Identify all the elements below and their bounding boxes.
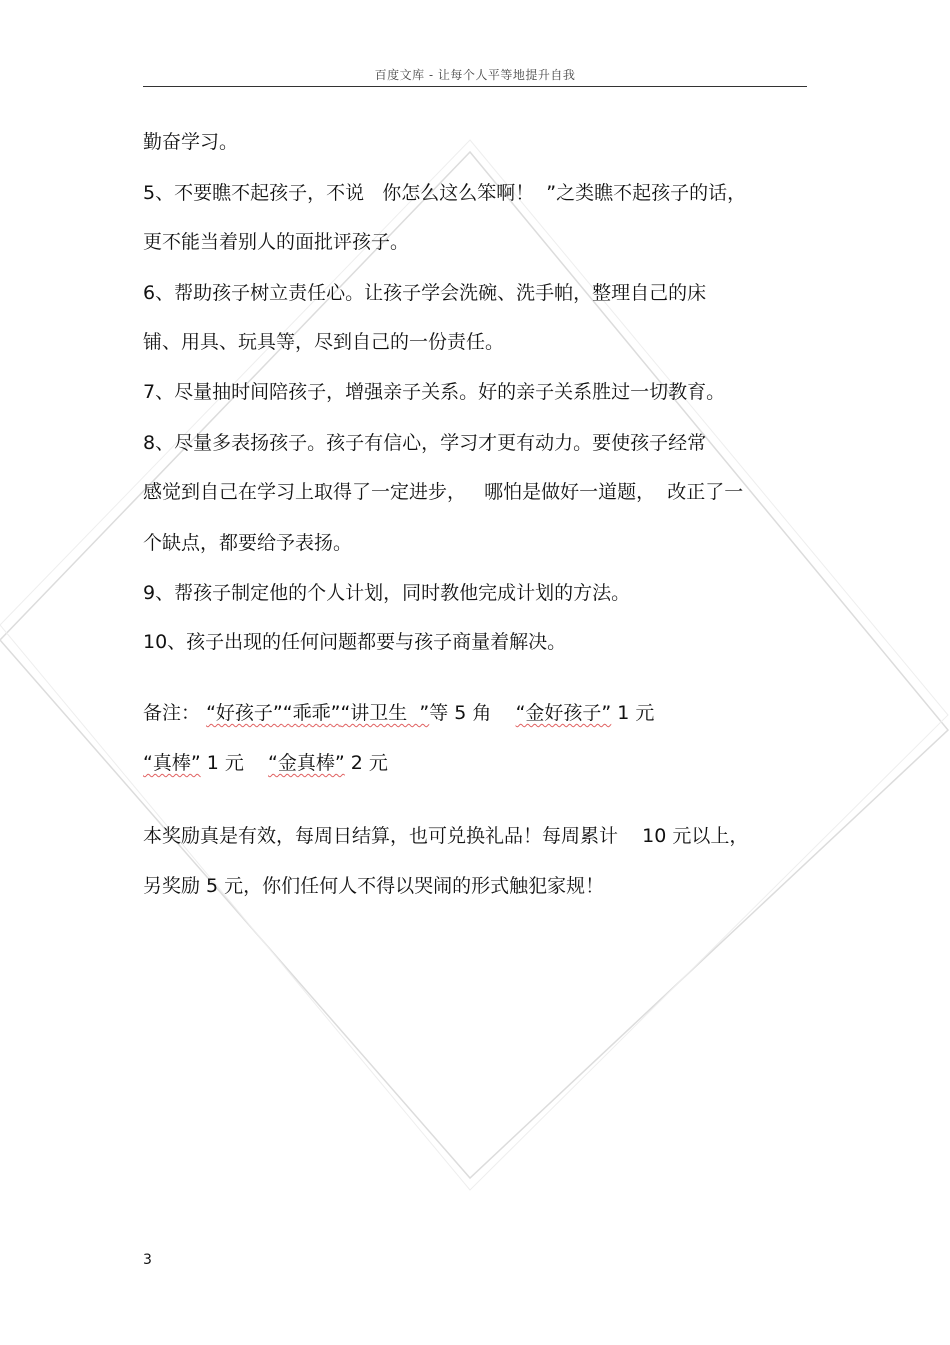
note-item-gold-great: “金真棒” (268, 752, 345, 774)
note-item-obedient: “乖乖” (282, 702, 341, 724)
body-line-3: 更不能当着别人的面批评孩子。 (143, 231, 410, 253)
note-value-hygiene: 等 5 角 (429, 702, 492, 724)
body-line-8: 感觉到自己在学习上取得了一定进步， 哪怕是做好一道题， 改正了一 (143, 481, 744, 503)
note-item-good-child: “好孩子” (206, 702, 283, 724)
notes-line-1 (143, 701, 654, 725)
note-value-gold-great: 2 元 (350, 752, 388, 774)
reward-line-1: 本奖励真是有效，每周日结算，也可兑换礼品！每周累计 10 元以上， (143, 825, 749, 847)
note-item-hygiene: “讲卫生 ” (340, 702, 430, 724)
header-rule (143, 86, 807, 87)
body-line-11: 10、孩子出现的任何问题都要与孩子商量着解决。 (143, 631, 567, 653)
body-line-4: 6、帮助孩子树立责任心。让孩子学会洗碗、洗手帕，整理自己的床 (143, 282, 707, 304)
body-line-6: 7、尽量抽时间陪孩子，增强亲子关系。好的亲子关系胜过一切教育。 (143, 381, 726, 403)
notes-line-2 (143, 751, 388, 775)
notes-prefix: 备注： (143, 702, 201, 724)
note-value-great: 1 元 (206, 752, 244, 774)
page-number: 3 (143, 1252, 152, 1268)
note-item-gold-good-child: “金好孩子” (515, 702, 612, 724)
body-line-9: 个缺点，都要给予表扬。 (143, 532, 353, 554)
reward-line-2: 另奖励 5 元，你们任何人不得以哭闹的形式触犯家规！ (143, 875, 605, 897)
body-line-10: 9、帮孩子制定他的个人计划，同时教他完成计划的方法。 (143, 582, 631, 604)
note-item-great: “真棒” (143, 752, 201, 774)
note-value-gold-good-child: 1 元 (617, 702, 655, 724)
body-line-1: 勤奋学习。 (143, 131, 239, 153)
header-text: 百度文库 - 让每个人平等地提升自我 (374, 68, 576, 82)
body-line-5: 铺、用具、玩具等，尽到自己的一份责任。 (143, 331, 505, 353)
body-line-2: 5、不要瞧不起孩子，不说 你怎么这么笨啊！ ”之类瞧不起孩子的话， (143, 182, 747, 204)
body-line-7: 8、尽量多表扬孩子。孩子有信心，学习才更有动力。要使孩子经常 (143, 432, 707, 454)
